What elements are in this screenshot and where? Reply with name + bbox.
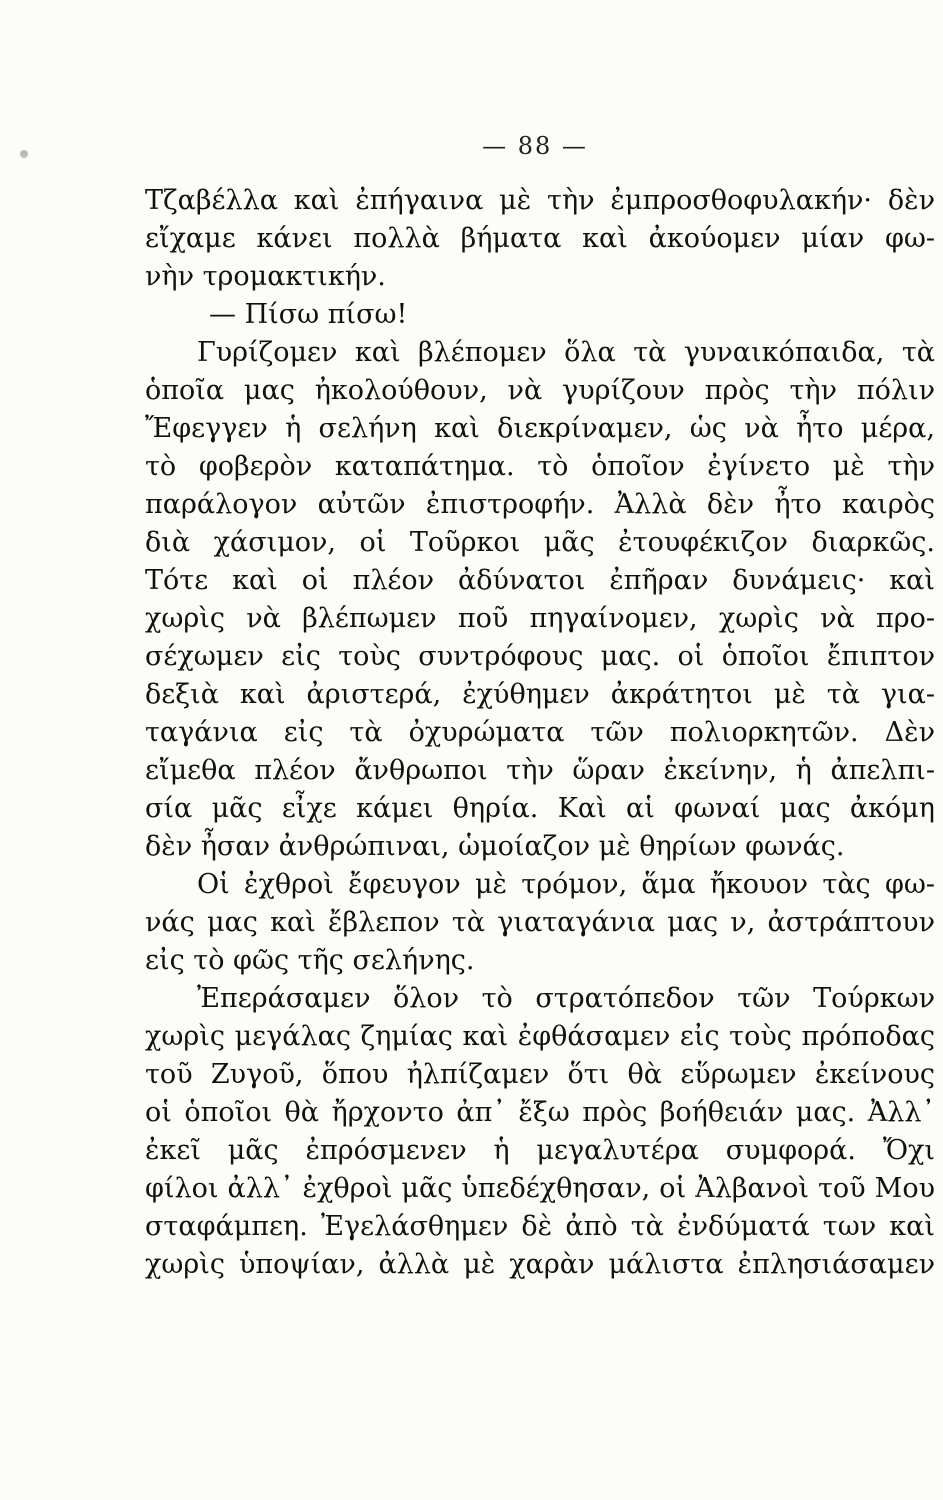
text-line: ἐκεῖ μᾶς ἐπρόσμενεν ἡ μεγαλυτέρα συμφορά. Ὄχι — [145, 1135, 935, 1166]
text-line: ταγάνια εἰς τὰ ὀχυρώματα τῶν πολιορκητῶν. Δὲν — [145, 717, 935, 748]
text-line: διὰ χάσιμον, οἱ Τοῦρκοι μᾶς ἐτουφέκιζον διαρκῶς. — [145, 527, 935, 558]
text-line: οἱ ὁποῖοι θὰ ἤρχοντο ἀπ᾽ ἔξω πρὸς βοήθειάν μας. Ἀλλ᾽ — [145, 1097, 935, 1128]
page-number: — 88 — — [482, 132, 588, 160]
text-line: νάς μας καὶ ἔβλεπον τὰ γιαταγάνια μας ν, ἀστράπτουν — [145, 907, 935, 938]
text-line: σέχωμεν εἰς τοὺς συντρόφους μας. οἱ ὁποῖοι ἔπιπτον — [145, 641, 935, 672]
text-line: νὴν τρομακτικήν. — [145, 261, 386, 292]
text-line: — Πίσω πίσω! — [209, 299, 408, 330]
text-line: χωρὶς ὑποψίαν, ἀλλὰ μὲ χαρὰν μάλιστα ἐπλησιάσαμεν — [145, 1249, 935, 1280]
text-line: Τότε καὶ οἱ πλέον ἀδύνατοι ἐπῆραν δυνάμεις· καὶ — [145, 565, 935, 596]
text-line: Ἔφεγγεν ἡ σελήνη καὶ διεκρίναμεν, ὡς νὰ ἦτο μέρα, — [145, 413, 935, 444]
text-line: Οἱ ἐχθροὶ ἔφευγον μὲ τρόμον, ἅμα ἤκουον τὰς φω- — [197, 869, 935, 900]
text-line: τὸ φοβερὸν καταπάτημα. τὸ ὁποῖον ἐγίνετο μὲ τὴν — [145, 451, 935, 482]
text-line: Γυρίζομεν καὶ βλέπομεν ὅλα τὰ γυναικόπαιδα, τὰ — [197, 337, 935, 368]
text-line: σταφάμπεη. Ἐγελάσθημεν δὲ ἀπὸ τὰ ἐνδύματά των καὶ — [145, 1211, 935, 1242]
text-line: φίλοι ἀλλ᾽ ἐχθροὶ μᾶς ὑπεδέχθησαν, οἱ Ἀλβανοὶ τοῦ Μου — [145, 1173, 935, 1204]
text-line: Τζαβέλλα καὶ ἐπήγαινα μὲ τὴν ἐμπροσθοφυλακήν· δὲν — [145, 185, 935, 216]
text-line: δεξιὰ καὶ ἀριστερά, ἐχύθημεν ἀκράτητοι μὲ τὰ για- — [145, 679, 935, 710]
text-line: εἰς τὸ φῶς τῆς σελήνης. — [145, 945, 475, 976]
text-body — [145, 182, 935, 1284]
text-line: χωρὶς μεγάλας ζημίας καὶ ἐφθάσαμεν εἰς τοὺς πρόποδας — [145, 1021, 935, 1052]
text-line: εἴχαμε κάνει πολλὰ βήματα καὶ ἀκούομεν μίαν φω- — [145, 223, 935, 254]
text-line: δὲν ἦσαν ἀνθρώπιναι, ὡμοίαζον μὲ θηρίων φωνάς. — [145, 831, 845, 862]
text-line: ὁποῖα μας ἠκολούθουν, νὰ γυρίζουν πρὸς τὴν πόλιν — [145, 375, 935, 406]
text-line: Ἐπεράσαμεν ὅλον τὸ στρατόπεδον τῶν Τούρκων — [197, 983, 935, 1014]
text-line: παράλογον αὐτῶν ἐπιστροφήν. Ἀλλὰ δὲν ἦτο καιρὸς — [145, 489, 935, 520]
text-line: σία μᾶς εἶχε κάμει θηρία. Καὶ αἱ φωναί μας ἀκόμη — [145, 793, 935, 824]
text-line: εἴμεθα πλέον ἄνθρωποι τὴν ὥραν ἐκείνην, ἡ ἀπελπι- — [145, 755, 935, 786]
text-line: τοῦ Ζυγοῦ, ὅπου ἠλπίζαμεν ὅτι θὰ εὕρωμεν ἐκείνους — [145, 1059, 935, 1090]
text-line: χωρὶς νὰ βλέπωμεν ποῦ πηγαίνομεν, χωρὶς νὰ προ- — [145, 603, 935, 634]
